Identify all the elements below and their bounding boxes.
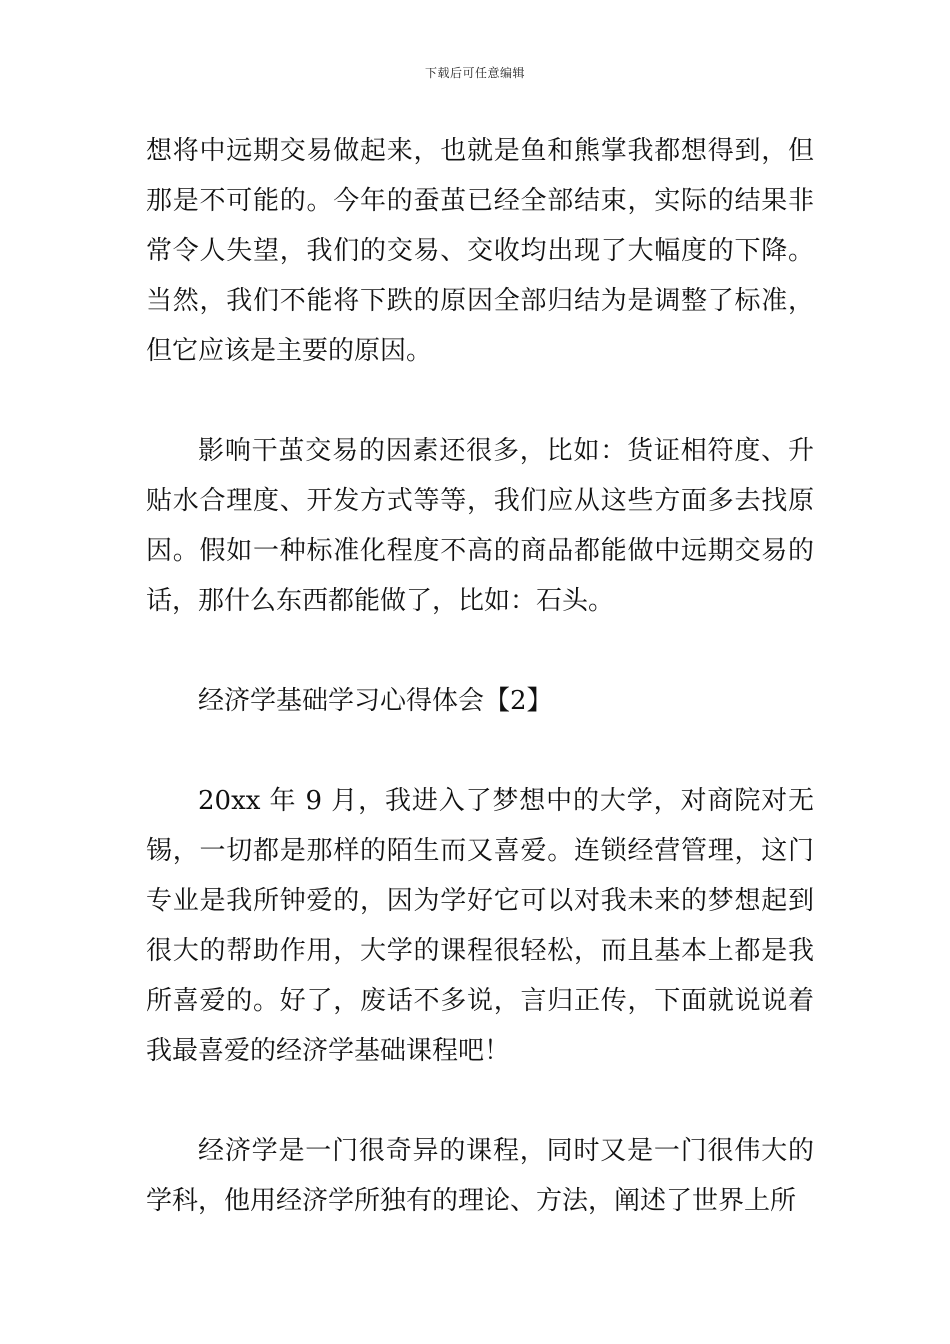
document-body (146, 126, 814, 1226)
section-heading: 经济学基础学习心得体会【2】 (198, 686, 553, 716)
page-header: 下载后可任意编辑 (424, 66, 525, 80)
paragraph-gap (146, 1076, 814, 1126)
paragraph-gap (146, 726, 814, 776)
paragraph-gap (146, 376, 814, 426)
paragraph-continued: 想将中远期交易做起来，也就是鱼和熊掌我都想得到，但那是不可能的。今年的蚕茧已经全部结束，实际的结果非常令人失望，我们的交易、交收均出现了大幅度的下降。当然，我们不能将下跌的原因全部归结为是调整了标准，但它应该是主要的原因。 (146, 136, 814, 366)
paragraph-gap (146, 626, 814, 676)
paragraph: 影响干茧交易的因素还很多，比如：货证相符度、升贴水合理度、开发方式等等，我们应从这些方面多去找原因。假如一种标准化程度不高的商品都能做中远期交易的话，那什么东西都能做了，比如：石头。 (146, 436, 814, 616)
paragraph: 20xx 年 9 月，我进入了梦想中的大学，对商院对无锡，一切都是那样的陌生而又喜爱。连锁经营管理，这门专业是我所钟爱的，因为学好它可以对我未来的梦想起到很大的帮助作用，大学的课程很轻松，而且基本上都是我所喜爱的。好了，废话不多说，言归正传，下面就说说着我最喜爱的经济学基础课程吧！ (146, 786, 814, 1066)
paragraph-truncated: 经济学是一门很奇异的课程，同时又是一门很伟大的学科，他用经济学所独有的理论、方法，阐述了世界上所 (146, 1136, 814, 1216)
